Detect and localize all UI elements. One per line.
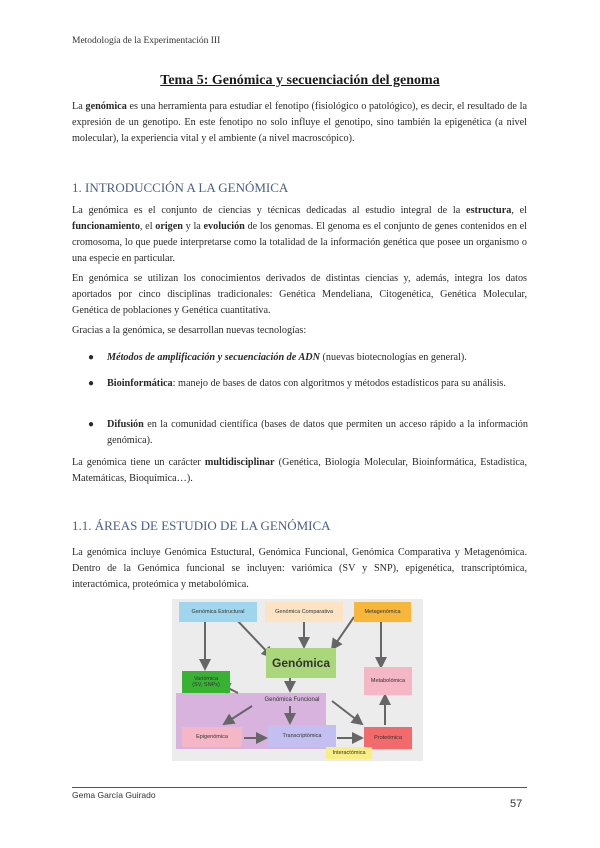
footer-divider [72,787,527,788]
running-header: Metodología de la Experimentación III [72,36,221,46]
box-metagenomica: Metagenómica [354,602,411,622]
bullet-icon: ● [88,378,95,389]
box-genomica-estructural: Genómica Estructural [179,602,257,622]
box-transcriptomica: Transcriptómica [268,725,336,747]
box-genomica-funcional: Genómica Funcional [264,696,320,703]
bullet-item: ● Bioinformática: manejo de bases de datos con algoritmos y métodos estadísticos para su análisis. [88,376,528,392]
bullet-item: ● Difusión en la comunidad científica (bases de datos que permiten un acceso rápido a la información genómica). [88,419,528,446]
footer-author: Gema García Guirado [72,790,156,800]
box-variomica: Variómica (SV, SNPs) [182,671,230,693]
paragraph-definicion: La genómica es el conjunto de ciencias y técnicas dedicadas al estudio integral de la estructura, el funcionamiento, el origen y la evolución de los genomas. El genoma es el conjunto de genes contenidos en el cromosoma, lo que puede interpretarse como la totalidad de la información genética que posee un organismo o una especie en particular. [72,205,528,264]
bullet-icon: ● [88,352,95,363]
intro-paragraph: La genómica es una herramienta para estudiar el fenotipo (fisiológico o patológico), es decir, el resultado de la expresión de un genotipo. En este fenotipo no solo influye el genotipo, sino también la epigenética (a nivel molecular), la experiencia vital y el ambiente (a nivel macroscópico). [72,101,528,144]
page-title: Tema 5: Genómica y secuenciación del genoma [160,73,440,88]
bullet-item: ● Métodos de amplificación y secuenciación de ADN (nuevas biotecnologías en general). [88,350,528,366]
arrow-funcional-proteomica [332,701,362,724]
section-heading-introduccion: 1. INTRODUCCIÓN A LA GENÓMICA [72,180,289,195]
section-heading-areas: 1.1. ÁREAS DE ESTUDIO DE LA GENÓMICA [72,518,331,533]
paragraph-disciplinas: En genómica se utilizan los conocimientos derivados de distintas ciencias y, además, integra los datos aportados por cinco disciplinas tradicionales: Genética Mendeliana, Citogenética, Genética Molecular, Genética de poblaciones y Genética cuantitativa. [72,273,527,316]
box-proteomica: Proteómica [364,727,412,749]
box-genomica: Genómica [266,648,336,678]
box-interactomica: Interactómica [326,747,372,759]
paragraph-tecnologias: Gracias a la genómica, se desarrollan nuevas tecnologías: [72,325,307,336]
box-metabolomica: Metabolómica [364,667,412,695]
paragraph-multidisciplinar: La genómica tiene un carácter multidisciplinar (Genética, Biología Molecular, Bioinformática, Estadística, Matemáticas, Bioquímica…). [72,457,527,484]
box-epigenomica: Epigenómica [182,727,242,747]
box-genomica-comparativa: Genómica Comparativa [265,602,343,622]
arrow-funcional-epigenomica [224,706,252,724]
paragraph-areas: La genómica incluye Genómica Estuctural, Genómica Funcional, Genómica Comparativa y Metagenómica. Dentro de la Genómica funcional se incluyen: variómica (SV y SNP), epigenética, transcriptómica, interactómica, proteómica y metabolómica. [72,547,527,590]
genomics-diagram [172,599,423,761]
page-number: 57 [510,798,523,810]
bullet-icon: ● [88,419,95,430]
